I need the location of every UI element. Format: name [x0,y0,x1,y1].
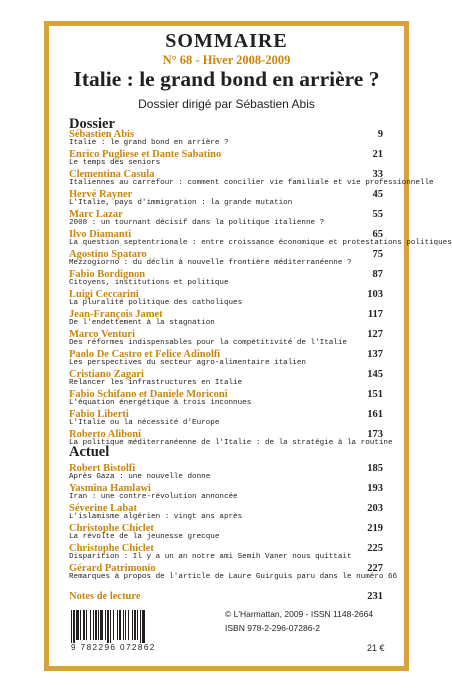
entry-page-number: 65 [372,229,383,240]
entry-page-number: 203 [367,503,383,514]
entry-article-title: Mezzogiorno : du déclin à nouvelle frontière méditerranéenne ? [69,259,352,267]
toc-entry [69,329,383,349]
entry-page-number: 45 [372,189,383,200]
toc-entry [69,483,383,503]
issue-number: N° 68 - Hiver 2008-2009 [162,53,291,67]
toc-entry [69,409,383,429]
entry-page-number: 55 [372,209,383,220]
entry-page-number: 161 [367,409,383,420]
entry-article-title: Iran : une contre-révolution annoncée [69,493,238,501]
entry-author: Luigi Ceccarini [69,289,139,300]
toc-entry [69,463,383,483]
entry-page-number: 21 [372,149,383,160]
entry-author: Roberto Aliboni [69,429,142,440]
isbn-line: ISBN 978-2-296-07286-2 [225,623,320,633]
toc-entry [69,189,383,209]
entry-article-title: Citoyens, institutions et politique [69,279,229,287]
toc-entry [69,389,383,409]
toc-entry [69,209,383,229]
toc-entry [69,429,393,449]
entry-author: Agostino Spataro [69,249,147,260]
entry-author: Enrico Pugliese et Dante Sabatino [69,149,222,160]
entry-article-title: Après Gaza : une nouvelle donne [69,473,211,481]
toc-entry [69,503,383,523]
entry-author: Fabio Liberti [69,409,129,420]
entry-author: Paolo De Castro et Felice Adinolfi [69,349,221,360]
barcode-digits: 9 782296 072862 [71,643,156,652]
entry-page-number: 9 [377,129,383,140]
entry-article-title: L'islamisme algérien : vingt ans après [69,513,243,521]
entry-article-title: Des réformes indispensables pour la compétitivité de l'Italie [69,339,347,347]
toc-entry [69,229,452,249]
entry-article-title: L'équation énergétique à trois inconnues [69,399,252,407]
section-heading-actuel: Actuel [69,444,110,460]
entry-author: Cristiano Zagari [69,369,144,380]
entry-page-number: 87 [372,269,383,280]
entry-article-title: Les perspectives du secteur agro-alimentaire italien [69,359,306,367]
entry-page-number: 227 [367,563,383,574]
entry-page-number: 225 [367,543,383,554]
entry-article-title: La question septentrionale : entre croissance économique et protestations politiques [69,239,452,247]
entry-article-title: 2008 : un tournant décisif dans la politique italienne ? [69,219,325,227]
entry-author: Christophe Chiclet [69,543,154,554]
entry-page-number: 33 [372,169,383,180]
entry-author: Séverine Labat [69,503,137,514]
entry-author: Fabio Bordignon [69,269,146,280]
toc-entry [69,349,383,369]
toc-entry [69,169,434,189]
entry-article-title: Italie : le grand bond en arrière ? [69,139,229,147]
entry-author: Marco Venturi [69,329,136,340]
toc-entry [69,523,383,543]
reviews-label: Notes de lecture [69,591,141,602]
entry-article-title: La révolte de la jeunesse grecque [69,533,220,541]
toc-entry [69,289,383,309]
entry-author: Ilvo Diamanti [69,229,132,240]
reviews-page: 231 [367,591,383,602]
entry-page-number: 103 [367,289,383,300]
toc-entry [69,149,383,169]
entry-article-title: La politique méditerranéenne de l'Italie : de la stratégie à la routine [69,439,393,447]
entry-article-title: L'Italie ou la nécessité d'Europe [69,419,220,427]
entry-author: Robert Bistolfi [69,463,136,474]
dossier-list [69,129,452,449]
entry-article-title: L'Italie, pays d'immigration : la grande mutation [69,199,293,207]
entry-page-number: 137 [367,349,383,360]
entry-article-title: Disparition : Il y a un an notre ami Semih Vaner nous quittait [69,553,352,561]
entry-page-number: 219 [367,523,383,534]
actuel-list [69,463,398,583]
section-heading-dossier: Dossier [69,116,115,132]
page-title: SOMMAIRE [165,30,288,52]
entry-page-number: 185 [367,463,383,474]
entry-author: Fabio Schifano et Daniele Moriconi [69,389,228,400]
entry-author: Jean-François Jamet [69,309,163,320]
toc-entry [69,129,383,149]
entry-page-number: 193 [367,483,383,494]
toc-entry [69,369,383,389]
entry-page-number: 145 [367,369,383,380]
entry-page-number: 75 [372,249,383,260]
price: 21 € [367,643,385,653]
toc-entry [69,309,383,329]
toc-entry [69,563,398,583]
toc-entry [69,249,383,269]
entry-author: Yasmina Hamlawi [69,483,151,494]
entry-article-title: Le temps des seniors [69,159,161,167]
entry-author: Hervé Rayner [69,189,133,200]
entry-page-number: 173 [367,429,383,440]
entry-author: Marc Lazar [69,209,123,220]
toc-entry [69,269,383,289]
entry-author: Christophe Chiclet [69,523,154,534]
copyright-line: © L'Harmattan, 2009 - ISSN 1148-2664 [225,609,374,619]
barcode [69,610,179,654]
entry-author: Sébastien Abis [69,129,135,140]
entry-page-number: 127 [367,329,383,340]
entry-author: Clementina Casula [69,169,155,180]
dossier-byline: Dossier dirigé par Sébastien Abis [138,97,315,111]
entry-page-number: 151 [367,389,383,400]
entry-article-title: Relancer les infrastructures en Italie [69,379,243,387]
entry-article-title: Remarques à propos de l'article de Laure Guirguis paru dans le numéro 66 [69,573,398,581]
entry-article-title: La pluralité politique des catholiques [69,299,243,307]
entry-author: Gérard Patrimonio [69,563,156,574]
barcode-bars [69,610,177,643]
entry-article-title: De l'endettement à la stagnation [69,319,215,327]
entry-page-number: 117 [367,309,383,320]
dossier-headline: Italie : le grand bond en arrière ? [73,67,380,91]
entry-article-title: Italiennes au carrefour : comment concilier vie familiale et vie professionnelle [69,179,434,187]
toc-entry [69,543,383,563]
